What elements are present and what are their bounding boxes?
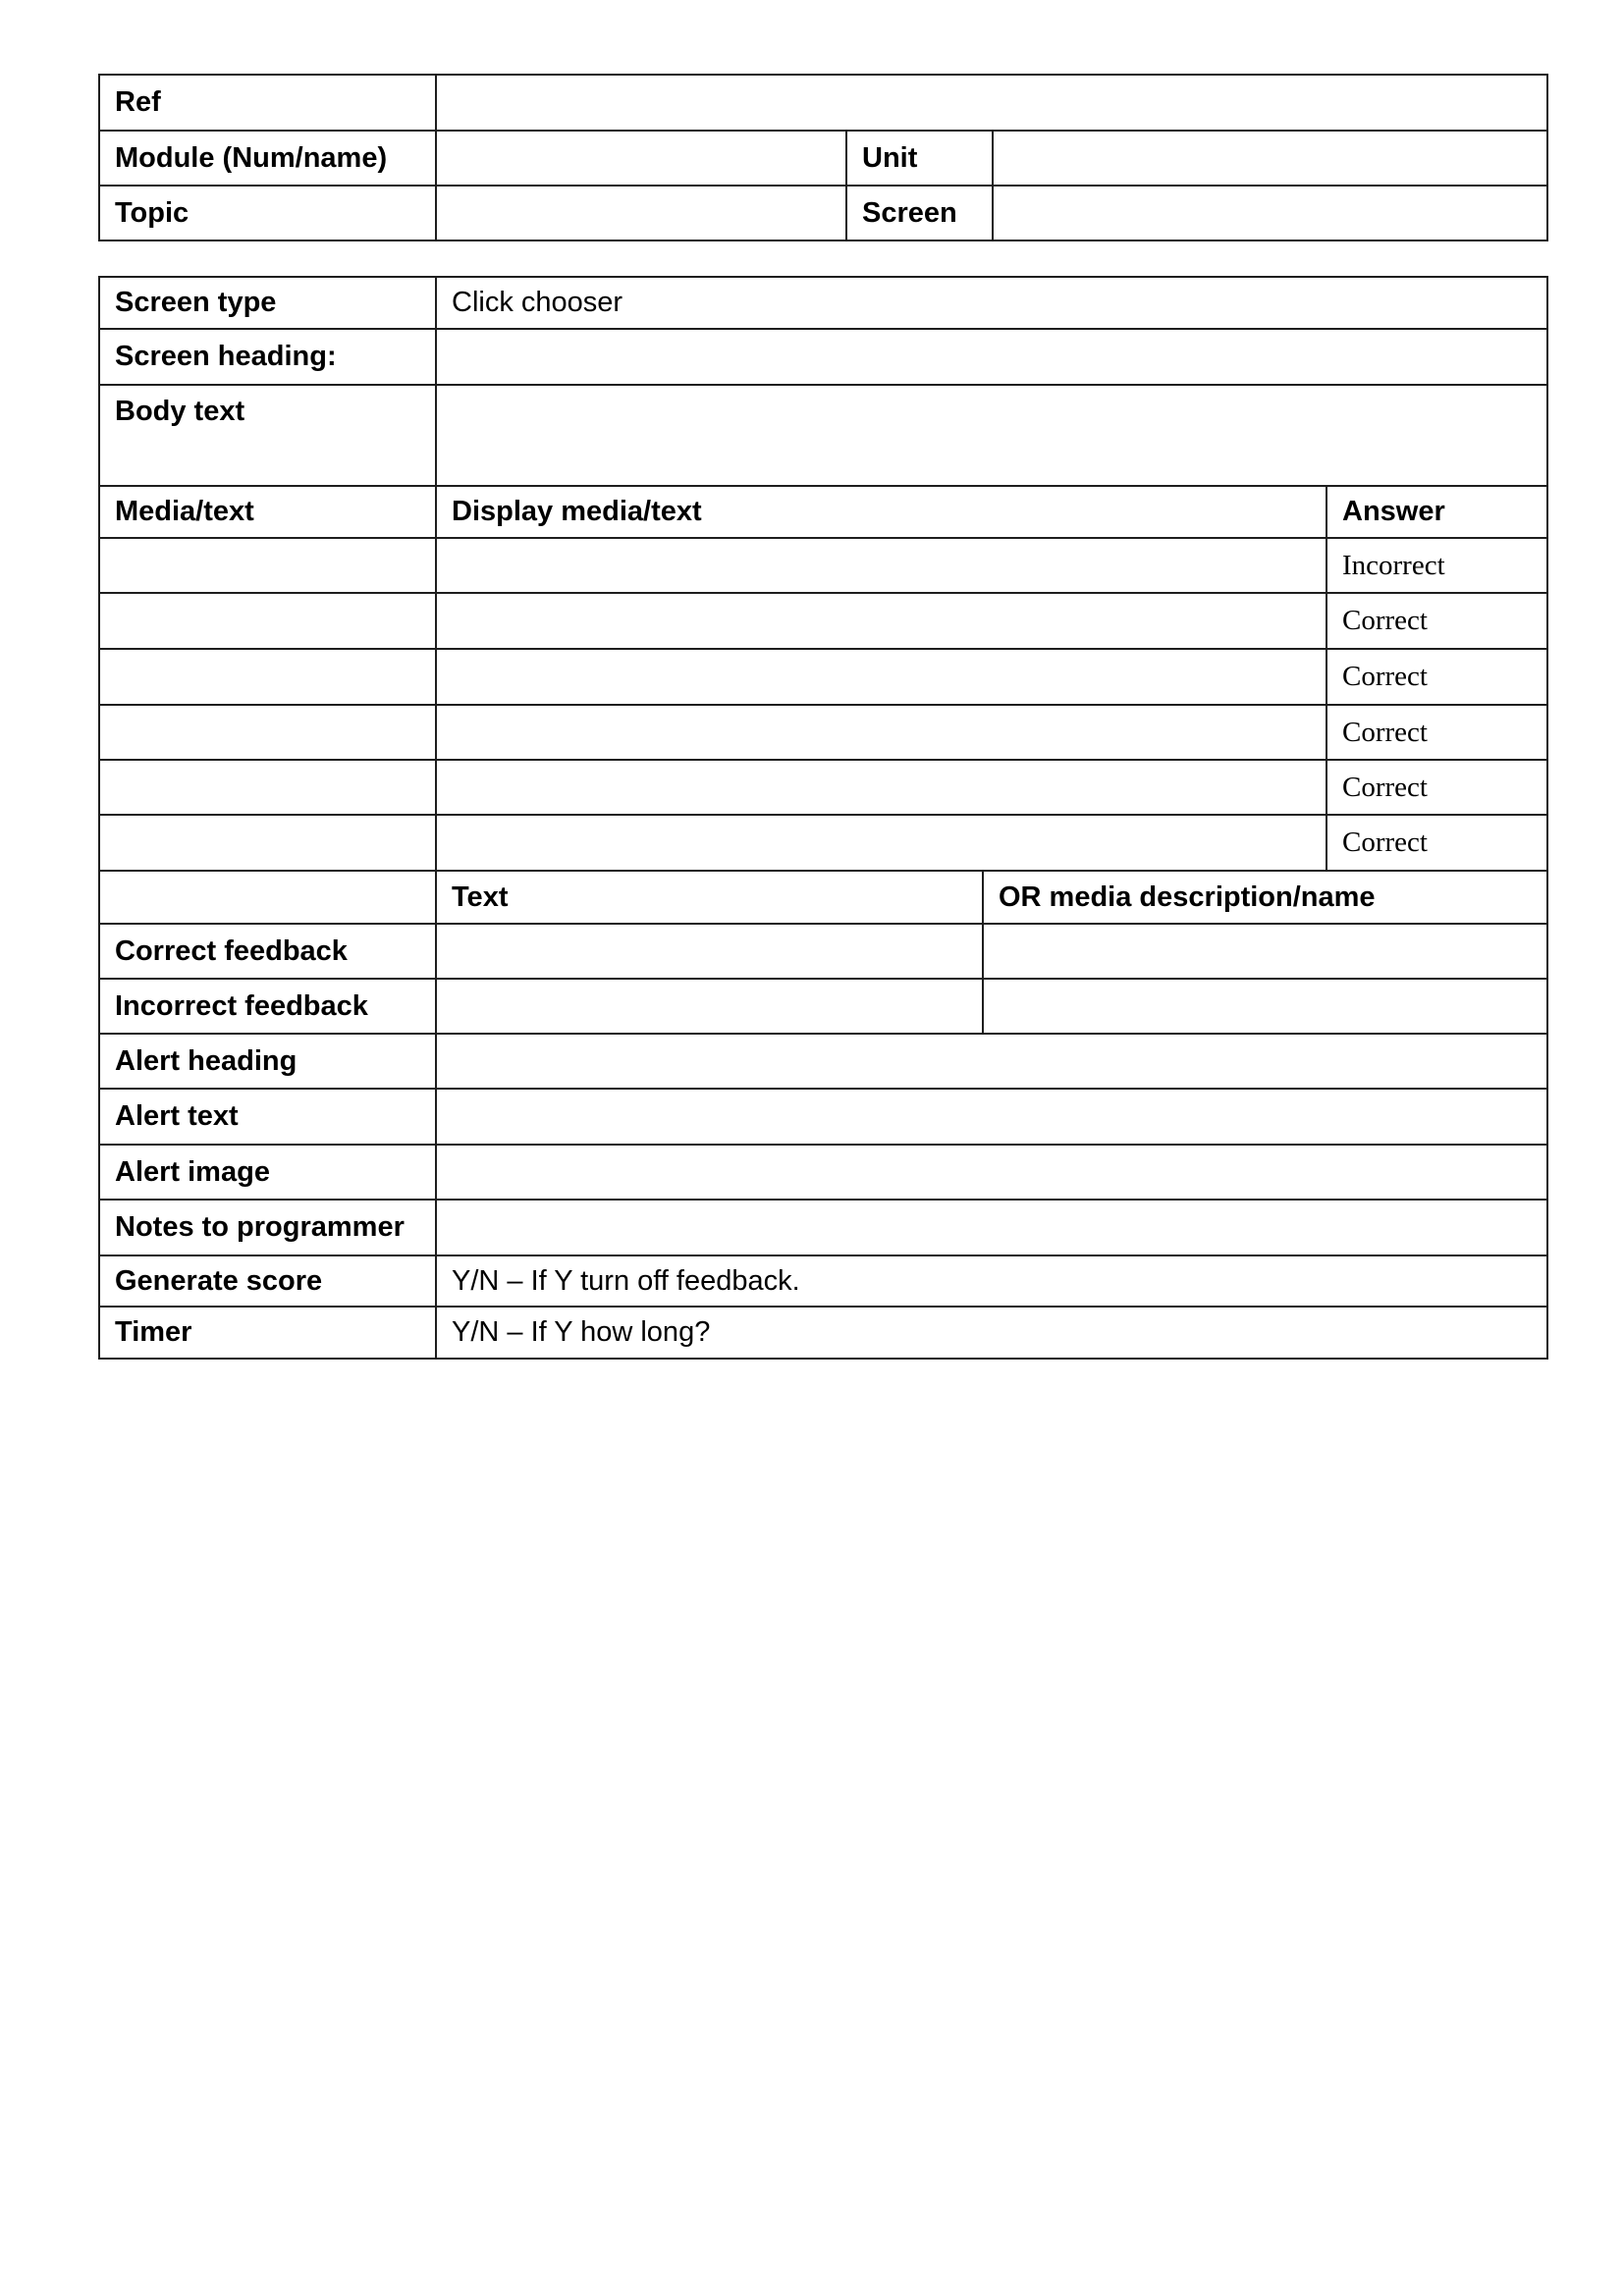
media-row (99, 815, 1547, 871)
screen-field[interactable] (993, 186, 1547, 240)
display-media-text-header: Display media/text (436, 486, 1326, 538)
media-cell[interactable] (99, 538, 436, 593)
feedback-header-blank (99, 871, 436, 924)
topic-label: Topic (99, 186, 436, 240)
timer-field[interactable]: Y/N – If Y how long? (436, 1307, 1547, 1359)
topic-field[interactable] (436, 186, 846, 240)
display-cell[interactable] (436, 760, 1326, 815)
feedback-table (98, 870, 1548, 1360)
alert-image-label: Alert image (99, 1145, 436, 1200)
media-row (99, 593, 1547, 649)
screen-heading-field[interactable] (436, 329, 1547, 385)
media-row (99, 649, 1547, 705)
alert-text-label: Alert text (99, 1089, 436, 1145)
media-text-header: Media/text (99, 486, 436, 538)
answer-cell[interactable]: Incorrect (1326, 538, 1547, 593)
display-cell[interactable] (436, 649, 1326, 705)
media-cell[interactable] (99, 649, 436, 705)
ref-label: Ref (99, 75, 436, 131)
feedback-row (99, 979, 1547, 1034)
answer-cell[interactable]: Correct (1326, 815, 1547, 871)
alert-text-field[interactable] (436, 1089, 1547, 1145)
alert-heading-label: Alert heading (99, 1034, 436, 1089)
media-row (99, 760, 1547, 815)
generate-score-label: Generate score (99, 1255, 436, 1307)
correct-feedback-label: Correct feedback (99, 924, 436, 979)
alert-heading-field[interactable] (436, 1034, 1547, 1089)
media-cell[interactable] (99, 593, 436, 649)
media-cell[interactable] (99, 815, 436, 871)
answer-header: Answer (1326, 486, 1547, 538)
header-table (98, 74, 1548, 241)
media-cell[interactable] (99, 760, 436, 815)
text-header: Text (436, 871, 983, 924)
ref-field[interactable] (436, 75, 1547, 131)
screen-type-field[interactable]: Click chooser (436, 277, 1547, 329)
answer-cell[interactable]: Correct (1326, 593, 1547, 649)
alert-image-field[interactable] (436, 1145, 1547, 1200)
unit-label: Unit (846, 131, 993, 186)
media-row (99, 538, 1547, 593)
answer-cell[interactable]: Correct (1326, 705, 1547, 760)
notes-to-programmer-field[interactable] (436, 1200, 1547, 1255)
correct-feedback-media[interactable] (983, 924, 1547, 979)
timer-label: Timer (99, 1307, 436, 1359)
display-cell[interactable] (436, 538, 1326, 593)
body-text-field[interactable] (436, 385, 1547, 486)
incorrect-feedback-text[interactable] (436, 979, 983, 1034)
or-media-header: OR media description/name (983, 871, 1547, 924)
notes-to-programmer-label: Notes to programmer (99, 1200, 436, 1255)
media-cell[interactable] (99, 705, 436, 760)
feedback-row (99, 924, 1547, 979)
body-text-label: Body text (99, 385, 436, 486)
incorrect-feedback-media[interactable] (983, 979, 1547, 1034)
generate-score-field[interactable]: Y/N – If Y turn off feedback. (436, 1255, 1547, 1307)
unit-field[interactable] (993, 131, 1547, 186)
display-cell[interactable] (436, 593, 1326, 649)
media-row (99, 705, 1547, 760)
display-cell[interactable] (436, 815, 1326, 871)
correct-feedback-text[interactable] (436, 924, 983, 979)
screen-heading-label: Screen heading: (99, 329, 436, 385)
display-cell[interactable] (436, 705, 1326, 760)
module-label: Module (Num/name) (99, 131, 436, 186)
answer-cell[interactable]: Correct (1326, 760, 1547, 815)
screen-label: Screen (846, 186, 993, 240)
module-field[interactable] (436, 131, 846, 186)
screen-type-label: Screen type (99, 277, 436, 329)
incorrect-feedback-label: Incorrect feedback (99, 979, 436, 1034)
screen-spec-table (98, 276, 1548, 872)
answer-cell[interactable]: Correct (1326, 649, 1547, 705)
